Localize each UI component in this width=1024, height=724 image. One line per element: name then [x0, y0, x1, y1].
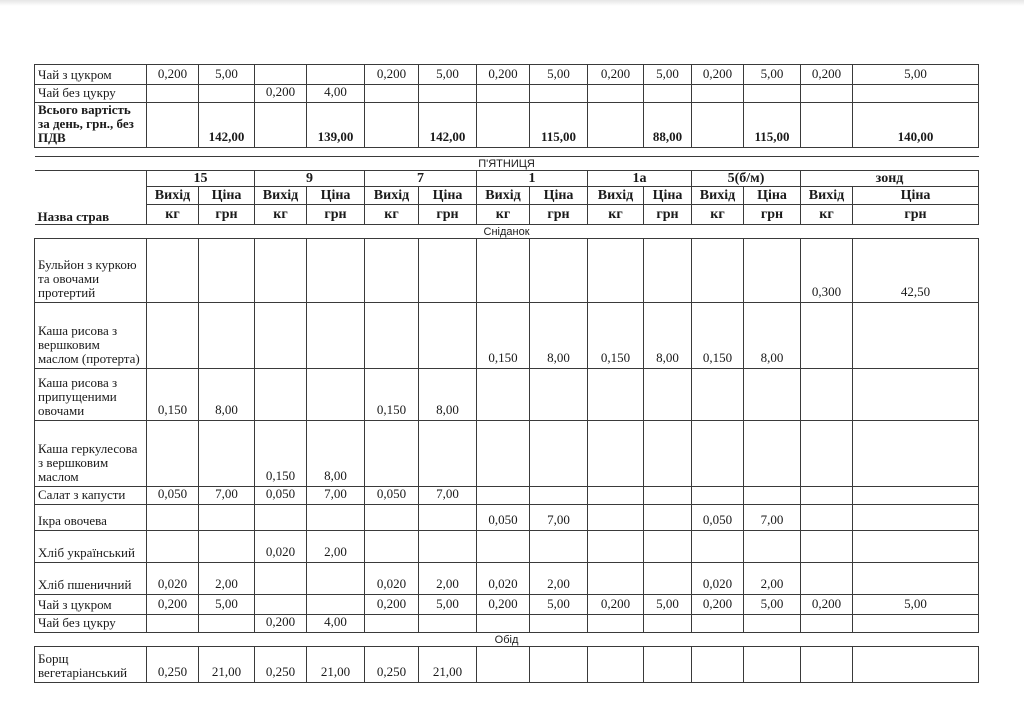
menu-value: 0,250 [255, 647, 307, 683]
menu-value [530, 487, 588, 505]
menu-value [199, 303, 255, 369]
menu-value [419, 85, 477, 103]
menu-value: 2,00 [744, 563, 801, 595]
menu-value: 8,00 [199, 369, 255, 421]
unit-uah: грн [744, 205, 801, 225]
menu-value [307, 65, 365, 85]
menu-value: 7,00 [530, 505, 588, 531]
menu-value [255, 563, 307, 595]
group-header: 15 [147, 171, 255, 187]
menu-value [530, 239, 588, 303]
menu-value [307, 505, 365, 531]
total-value: 139,00 [307, 103, 365, 148]
menu-value: 4,00 [307, 85, 365, 103]
menu-value [692, 531, 744, 563]
menu-value [255, 369, 307, 421]
menu-value [588, 531, 644, 563]
menu-value [365, 85, 419, 103]
menu-value [530, 615, 588, 633]
menu-value: 5,00 [530, 65, 588, 85]
menu-value [853, 303, 979, 369]
menu-value [255, 505, 307, 531]
menu-value [801, 85, 853, 103]
menu-value [644, 505, 692, 531]
menu-value: 0,150 [365, 369, 419, 421]
menu-value [853, 563, 979, 595]
menu-value: 42,50 [853, 239, 979, 303]
menu-value [744, 369, 801, 421]
menu-value: 7,00 [744, 505, 801, 531]
menu-value: 0,050 [692, 505, 744, 531]
menu-value: 0,300 [801, 239, 853, 303]
menu-value [255, 239, 307, 303]
menu-value: 0,200 [692, 65, 744, 85]
dish-name: Чай з цукром [35, 65, 147, 85]
menu-value [644, 421, 692, 487]
menu-value [692, 239, 744, 303]
menu-value [530, 85, 588, 103]
menu-value [255, 65, 307, 85]
unit-kg: кг [801, 205, 853, 225]
total-label: Всього вартість за день, грн., без ПДВ [35, 103, 147, 148]
menu-value [255, 595, 307, 615]
menu-value: 0,020 [692, 563, 744, 595]
lunch-section-label: Обід [35, 633, 979, 647]
dish-name: Бульйон з куркою та овочами протертий [35, 239, 147, 303]
menu-value [853, 421, 979, 487]
menu-value [644, 615, 692, 633]
friday-menu-table [34, 156, 979, 683]
menu-value: 21,00 [307, 647, 365, 683]
output-header: Вихід [477, 187, 530, 205]
total-value [365, 103, 419, 148]
day-title: П'ЯТНИЦЯ [35, 157, 979, 171]
menu-value [644, 239, 692, 303]
menu-value: 8,00 [530, 303, 588, 369]
menu-value [692, 421, 744, 487]
menu-value: 5,00 [419, 595, 477, 615]
dish-name: Салат з капусти [35, 487, 147, 505]
menu-value [692, 487, 744, 505]
menu-value [477, 421, 530, 487]
menu-value: 0,200 [692, 595, 744, 615]
menu-value: 8,00 [419, 369, 477, 421]
menu-value: 5,00 [853, 595, 979, 615]
menu-value [147, 303, 199, 369]
menu-value [853, 647, 979, 683]
menu-value: 2,00 [419, 563, 477, 595]
group-header: зонд [801, 171, 979, 187]
menu-value [365, 239, 419, 303]
total-value [692, 103, 744, 148]
menu-value [801, 487, 853, 505]
breakfast-section-label: Сніданок [35, 225, 979, 239]
menu-value [477, 647, 530, 683]
menu-value: 0,200 [588, 595, 644, 615]
menu-value [588, 369, 644, 421]
menu-value [477, 615, 530, 633]
menu-value [419, 421, 477, 487]
group-header: 1 [477, 171, 588, 187]
menu-value [199, 85, 255, 103]
menu-value: 0,150 [588, 303, 644, 369]
output-header: Вихід [588, 187, 644, 205]
dish-name: Борщ вегетаріанський [35, 647, 147, 683]
menu-value [255, 303, 307, 369]
dish-name: Чай без цукру [35, 85, 147, 103]
menu-value [801, 647, 853, 683]
menu-value: 0,200 [255, 615, 307, 633]
name-column-header: Назва страв [35, 205, 147, 225]
menu-value [644, 85, 692, 103]
menu-value: 5,00 [644, 595, 692, 615]
menu-value [365, 505, 419, 531]
price-header: Ціна [530, 187, 588, 205]
menu-value [199, 615, 255, 633]
menu-value [307, 595, 365, 615]
menu-value [477, 531, 530, 563]
menu-value [801, 505, 853, 531]
menu-value [744, 85, 801, 103]
menu-value: 0,150 [477, 303, 530, 369]
menu-value: 0,200 [365, 65, 419, 85]
total-value [147, 103, 199, 148]
menu-value [692, 647, 744, 683]
menu-value [147, 239, 199, 303]
menu-value [365, 531, 419, 563]
menu-value [692, 369, 744, 421]
menu-value [477, 369, 530, 421]
price-header: Ціна [853, 187, 979, 205]
total-value [477, 103, 530, 148]
menu-value: 0,200 [255, 85, 307, 103]
menu-value [419, 303, 477, 369]
menu-value: 0,200 [801, 595, 853, 615]
total-value [255, 103, 307, 148]
menu-value [801, 563, 853, 595]
output-header: Вихід [147, 187, 199, 205]
menu-value [307, 303, 365, 369]
menu-value: 21,00 [199, 647, 255, 683]
menu-value [801, 369, 853, 421]
menu-value [853, 505, 979, 531]
total-value [588, 103, 644, 148]
menu-value [477, 239, 530, 303]
menu-value [588, 615, 644, 633]
menu-value: 0,150 [255, 421, 307, 487]
menu-value [419, 615, 477, 633]
menu-value [644, 647, 692, 683]
total-value: 142,00 [419, 103, 477, 148]
menu-value [588, 421, 644, 487]
group-header: 7 [365, 171, 477, 187]
menu-value [853, 615, 979, 633]
menu-value [853, 85, 979, 103]
output-header: Вихід [692, 187, 744, 205]
menu-value [307, 369, 365, 421]
menu-value: 2,00 [307, 531, 365, 563]
menu-value [588, 505, 644, 531]
unit-uah: грн [644, 205, 692, 225]
group-header: 9 [255, 171, 365, 187]
dish-name: Чай без цукру [35, 615, 147, 633]
menu-value [692, 85, 744, 103]
scan-edge [0, 0, 1024, 6]
total-value: 88,00 [644, 103, 692, 148]
menu-value [588, 563, 644, 595]
menu-value: 0,020 [147, 563, 199, 595]
previous-day-table [34, 64, 979, 148]
menu-value [744, 487, 801, 505]
menu-value: 8,00 [644, 303, 692, 369]
menu-value [199, 531, 255, 563]
group-header: 1а [588, 171, 692, 187]
menu-value: 0,020 [255, 531, 307, 563]
menu-value [147, 85, 199, 103]
menu-value [801, 615, 853, 633]
unit-kg: кг [255, 205, 307, 225]
menu-value [147, 421, 199, 487]
menu-value [744, 421, 801, 487]
menu-value [644, 369, 692, 421]
price-header: Ціна [199, 187, 255, 205]
unit-kg: кг [692, 205, 744, 225]
menu-value [307, 239, 365, 303]
menu-value: 0,200 [801, 65, 853, 85]
menu-value [801, 421, 853, 487]
menu-value: 0,150 [147, 369, 199, 421]
price-header: Ціна [307, 187, 365, 205]
menu-value [147, 531, 199, 563]
price-header: Ціна [744, 187, 801, 205]
menu-value [588, 487, 644, 505]
total-value: 115,00 [530, 103, 588, 148]
menu-value: 8,00 [744, 303, 801, 369]
menu-value [853, 531, 979, 563]
menu-value: 7,00 [419, 487, 477, 505]
menu-value: 21,00 [419, 647, 477, 683]
menu-value: 0,200 [147, 65, 199, 85]
menu-value: 0,200 [588, 65, 644, 85]
menu-value: 0,200 [147, 595, 199, 615]
menu-value [744, 239, 801, 303]
menu-value: 5,00 [644, 65, 692, 85]
menu-value: 7,00 [199, 487, 255, 505]
dish-name: Чай з цукром [35, 595, 147, 615]
menu-value: 0,020 [477, 563, 530, 595]
menu-value [530, 531, 588, 563]
menu-value: 0,200 [477, 65, 530, 85]
menu-value [477, 487, 530, 505]
group-header: 5(б/м) [692, 171, 801, 187]
menu-value [644, 563, 692, 595]
unit-uah: грн [419, 205, 477, 225]
name-header-spacer-2 [35, 187, 147, 205]
dish-name: Каша геркулесова з вершковим маслом [35, 421, 147, 487]
menu-value: 5,00 [744, 595, 801, 615]
unit-uah: грн [530, 205, 588, 225]
dish-name: Хліб пшеничний [35, 563, 147, 595]
menu-value [588, 647, 644, 683]
menu-value [477, 85, 530, 103]
unit-uah: грн [199, 205, 255, 225]
total-value [801, 103, 853, 148]
menu-value: 0,050 [365, 487, 419, 505]
menu-value [853, 487, 979, 505]
menu-value: 2,00 [199, 563, 255, 595]
menu-value: 5,00 [199, 65, 255, 85]
dish-name: Каша рисова з вершковим маслом (протерта) [35, 303, 147, 369]
menu-value [744, 647, 801, 683]
menu-value [419, 239, 477, 303]
menu-value [419, 505, 477, 531]
menu-value: 0,200 [477, 595, 530, 615]
menu-value: 0,050 [147, 487, 199, 505]
menu-value: 0,020 [365, 563, 419, 595]
menu-value: 8,00 [307, 421, 365, 487]
name-header-spacer [35, 171, 147, 187]
total-value: 115,00 [744, 103, 801, 148]
dish-name: Каша рисова з припущеними овочами [35, 369, 147, 421]
menu-value: 5,00 [419, 65, 477, 85]
total-value: 140,00 [853, 103, 979, 148]
menu-value: 5,00 [199, 595, 255, 615]
menu-value [147, 615, 199, 633]
menu-value [692, 615, 744, 633]
price-header: Ціна [644, 187, 692, 205]
dish-name: Хліб український [35, 531, 147, 563]
menu-value: 4,00 [307, 615, 365, 633]
menu-value: 5,00 [530, 595, 588, 615]
menu-value [801, 531, 853, 563]
output-header: Вихід [365, 187, 419, 205]
menu-value: 0,050 [477, 505, 530, 531]
menu-value [365, 615, 419, 633]
unit-kg: кг [477, 205, 530, 225]
menu-value [365, 303, 419, 369]
menu-value [588, 239, 644, 303]
menu-value [147, 505, 199, 531]
menu-value [199, 505, 255, 531]
menu-value: 2,00 [530, 563, 588, 595]
menu-value [644, 487, 692, 505]
unit-kg: кг [365, 205, 419, 225]
unit-uah: грн [307, 205, 365, 225]
menu-value: 5,00 [744, 65, 801, 85]
output-header: Вихід [801, 187, 853, 205]
total-value: 142,00 [199, 103, 255, 148]
menu-value: 0,250 [147, 647, 199, 683]
menu-value [199, 421, 255, 487]
menu-value [744, 531, 801, 563]
menu-value [530, 647, 588, 683]
dish-name: Ікра овочева [35, 505, 147, 531]
menu-value: 7,00 [307, 487, 365, 505]
menu-value [530, 421, 588, 487]
unit-kg: кг [588, 205, 644, 225]
unit-kg: кг [147, 205, 199, 225]
menu-value [199, 239, 255, 303]
menu-value [588, 85, 644, 103]
menu-value [744, 615, 801, 633]
menu-value [530, 369, 588, 421]
menu-value [853, 369, 979, 421]
menu-value: 0,150 [692, 303, 744, 369]
menu-value [365, 421, 419, 487]
menu-value [419, 531, 477, 563]
menu-value: 0,200 [365, 595, 419, 615]
output-header: Вихід [255, 187, 307, 205]
menu-value: 0,050 [255, 487, 307, 505]
menu-value [801, 303, 853, 369]
menu-value: 0,250 [365, 647, 419, 683]
menu-value [644, 531, 692, 563]
menu-value: 5,00 [853, 65, 979, 85]
price-header: Ціна [419, 187, 477, 205]
unit-uah: грн [853, 205, 979, 225]
menu-value [307, 563, 365, 595]
